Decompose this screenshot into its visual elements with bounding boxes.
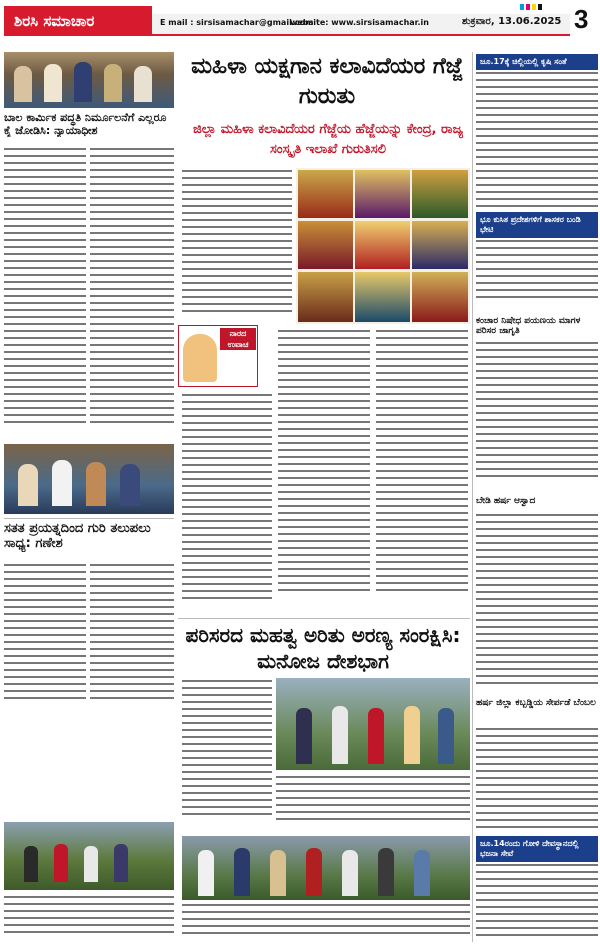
yakshagana-body-col3 bbox=[278, 330, 370, 614]
narada-caricature bbox=[183, 334, 217, 382]
sidebar-body-6 bbox=[476, 864, 598, 940]
divider bbox=[4, 518, 174, 519]
color-bar bbox=[520, 4, 524, 10]
child-labour-body-col2 bbox=[90, 148, 174, 438]
plantation-caption bbox=[4, 896, 174, 940]
yakshagana-headline: ಮಹಿಳಾ ಯಕ್ಷಗಾನ ಕಲಾವಿದೆಯರ ಗೆಜ್ಜೆ ಗುರುತು bbox=[191, 54, 463, 109]
yakshagana-photo-grid bbox=[296, 168, 470, 324]
sidebar-body-2 bbox=[476, 240, 598, 310]
sidebar-headline-3: ಕಂಚಾರ ನಿಷೇಧ ಪಯಣಯ ಮಾಗಳ ಪರಿಸರ ಜಾಗೃತಿ bbox=[476, 316, 581, 336]
color-bar bbox=[538, 4, 542, 10]
effort-headline: ಸತತ ಪ್ರಯತ್ನದಿಂದ ಗುರಿ ತಲುಪಲು ಸಾಧ್ಯ: ಗಣೇಶ bbox=[4, 522, 151, 551]
environment-body-col2 bbox=[276, 776, 470, 830]
environment-photo-2 bbox=[182, 836, 470, 900]
masthead-date: ಶುಕ್ರವಾರ, 13.06.2025 bbox=[462, 16, 562, 27]
masthead bbox=[0, 0, 600, 40]
sidebar-body-4 bbox=[476, 514, 598, 690]
masthead-email: E mail : sirsisamachar@gmail.com bbox=[160, 18, 314, 27]
sidebar-body-1 bbox=[476, 72, 598, 212]
divider bbox=[178, 618, 470, 619]
child-labour-headline: ಬಾಲ ಕಾರ್ಮಿಕ ಪದ್ಧತಿ ನಿರ್ಮೂಲನೆಗೆ ಎಲ್ಲರೂ ಕೈ ಜೋಡಿಸಿ: ನ್ಯಾಯಾಧೀಶ bbox=[4, 112, 167, 137]
masthead-website: website: www.sirsisamachar.in bbox=[290, 18, 429, 27]
child-labour-photo bbox=[4, 52, 174, 108]
sidebar-body-5 bbox=[476, 728, 598, 832]
color-bar bbox=[532, 4, 536, 10]
sidebar-headline-2: ಭೂ ಕುಸಿತ ಪ್ರದೇಶಗಳಿಗೆ ಶಾಸಕರ ಬಂಡಿ ಭೇಟಿ bbox=[476, 212, 598, 238]
environment-photo-1 bbox=[276, 678, 470, 770]
effort-body-col2 bbox=[90, 564, 174, 714]
effort-body-col1 bbox=[4, 564, 86, 714]
environment-headline: ಪರಿಸರದ ಮಹತ್ವ ಅರಿತು ಅರಣ್ಯ ಸಂರಕ್ಷಿಸಿ: ಮನೋಜ ದೇಶಭಾಗ bbox=[185, 623, 461, 673]
yakshagana-subheadline: ಜಿಲ್ಲಾ ಮಹಿಳಾ ಕಲಾವಿದೆಯರ ಗೆಜ್ಜೆಯ ಹೆಜ್ಜೆಯನ್ನು ಕೇಂದ್ರ, ರಾಜ್ಯ ಸಂಸ್ಕೃತಿ ಇಲಾಖೆ ಗುರುತಿಸಲಿ bbox=[192, 122, 464, 157]
sidebar-headline-6: ಜೂ.14ರಂದು ಗೋಳಿ ದೇವಸ್ಥಾನದಲ್ಲಿ ಭಜನಾ ಸೇವೆ bbox=[476, 836, 598, 862]
narada-column-tag: ನಾರದ ಉವಾಚ bbox=[220, 328, 256, 350]
yakshagana-body-col2 bbox=[182, 394, 272, 614]
plantation-photo bbox=[4, 822, 174, 890]
environment-body-col1 bbox=[182, 680, 272, 830]
sidebar-body-3 bbox=[476, 342, 598, 482]
newspaper-title: ಶಿರಸಿ ಸಮಾಚಾರ bbox=[4, 6, 152, 36]
sidebar-headline-1: ಜೂ.17ಕ್ಕೆ ಚಿಲ್ಲಿಯಲ್ಲಿ ಕೃಷಿ ಸಂತೆ bbox=[476, 54, 598, 70]
child-labour-body-col1 bbox=[4, 148, 86, 438]
yakshagana-body-col1 bbox=[182, 170, 292, 320]
yakshagana-body-col4 bbox=[376, 330, 468, 614]
color-bar bbox=[526, 4, 530, 10]
page-number: 3 bbox=[574, 4, 589, 34]
sidebar-headline-4: ಬೇಡಿ ಹರ್ಷ ಆಸ್ವಾದ bbox=[476, 496, 536, 506]
effort-photo bbox=[4, 444, 174, 514]
environment-photo-caption bbox=[182, 904, 470, 940]
column-divider bbox=[472, 52, 473, 942]
sidebar-headline-5: ಹರ್ಷ ಜಿಲ್ಲಾ ಕಬ್ಬಡ್ಡಿಯ ಸೇರ್ಪಡೆ ಬೆಂಬಲ bbox=[476, 698, 596, 708]
